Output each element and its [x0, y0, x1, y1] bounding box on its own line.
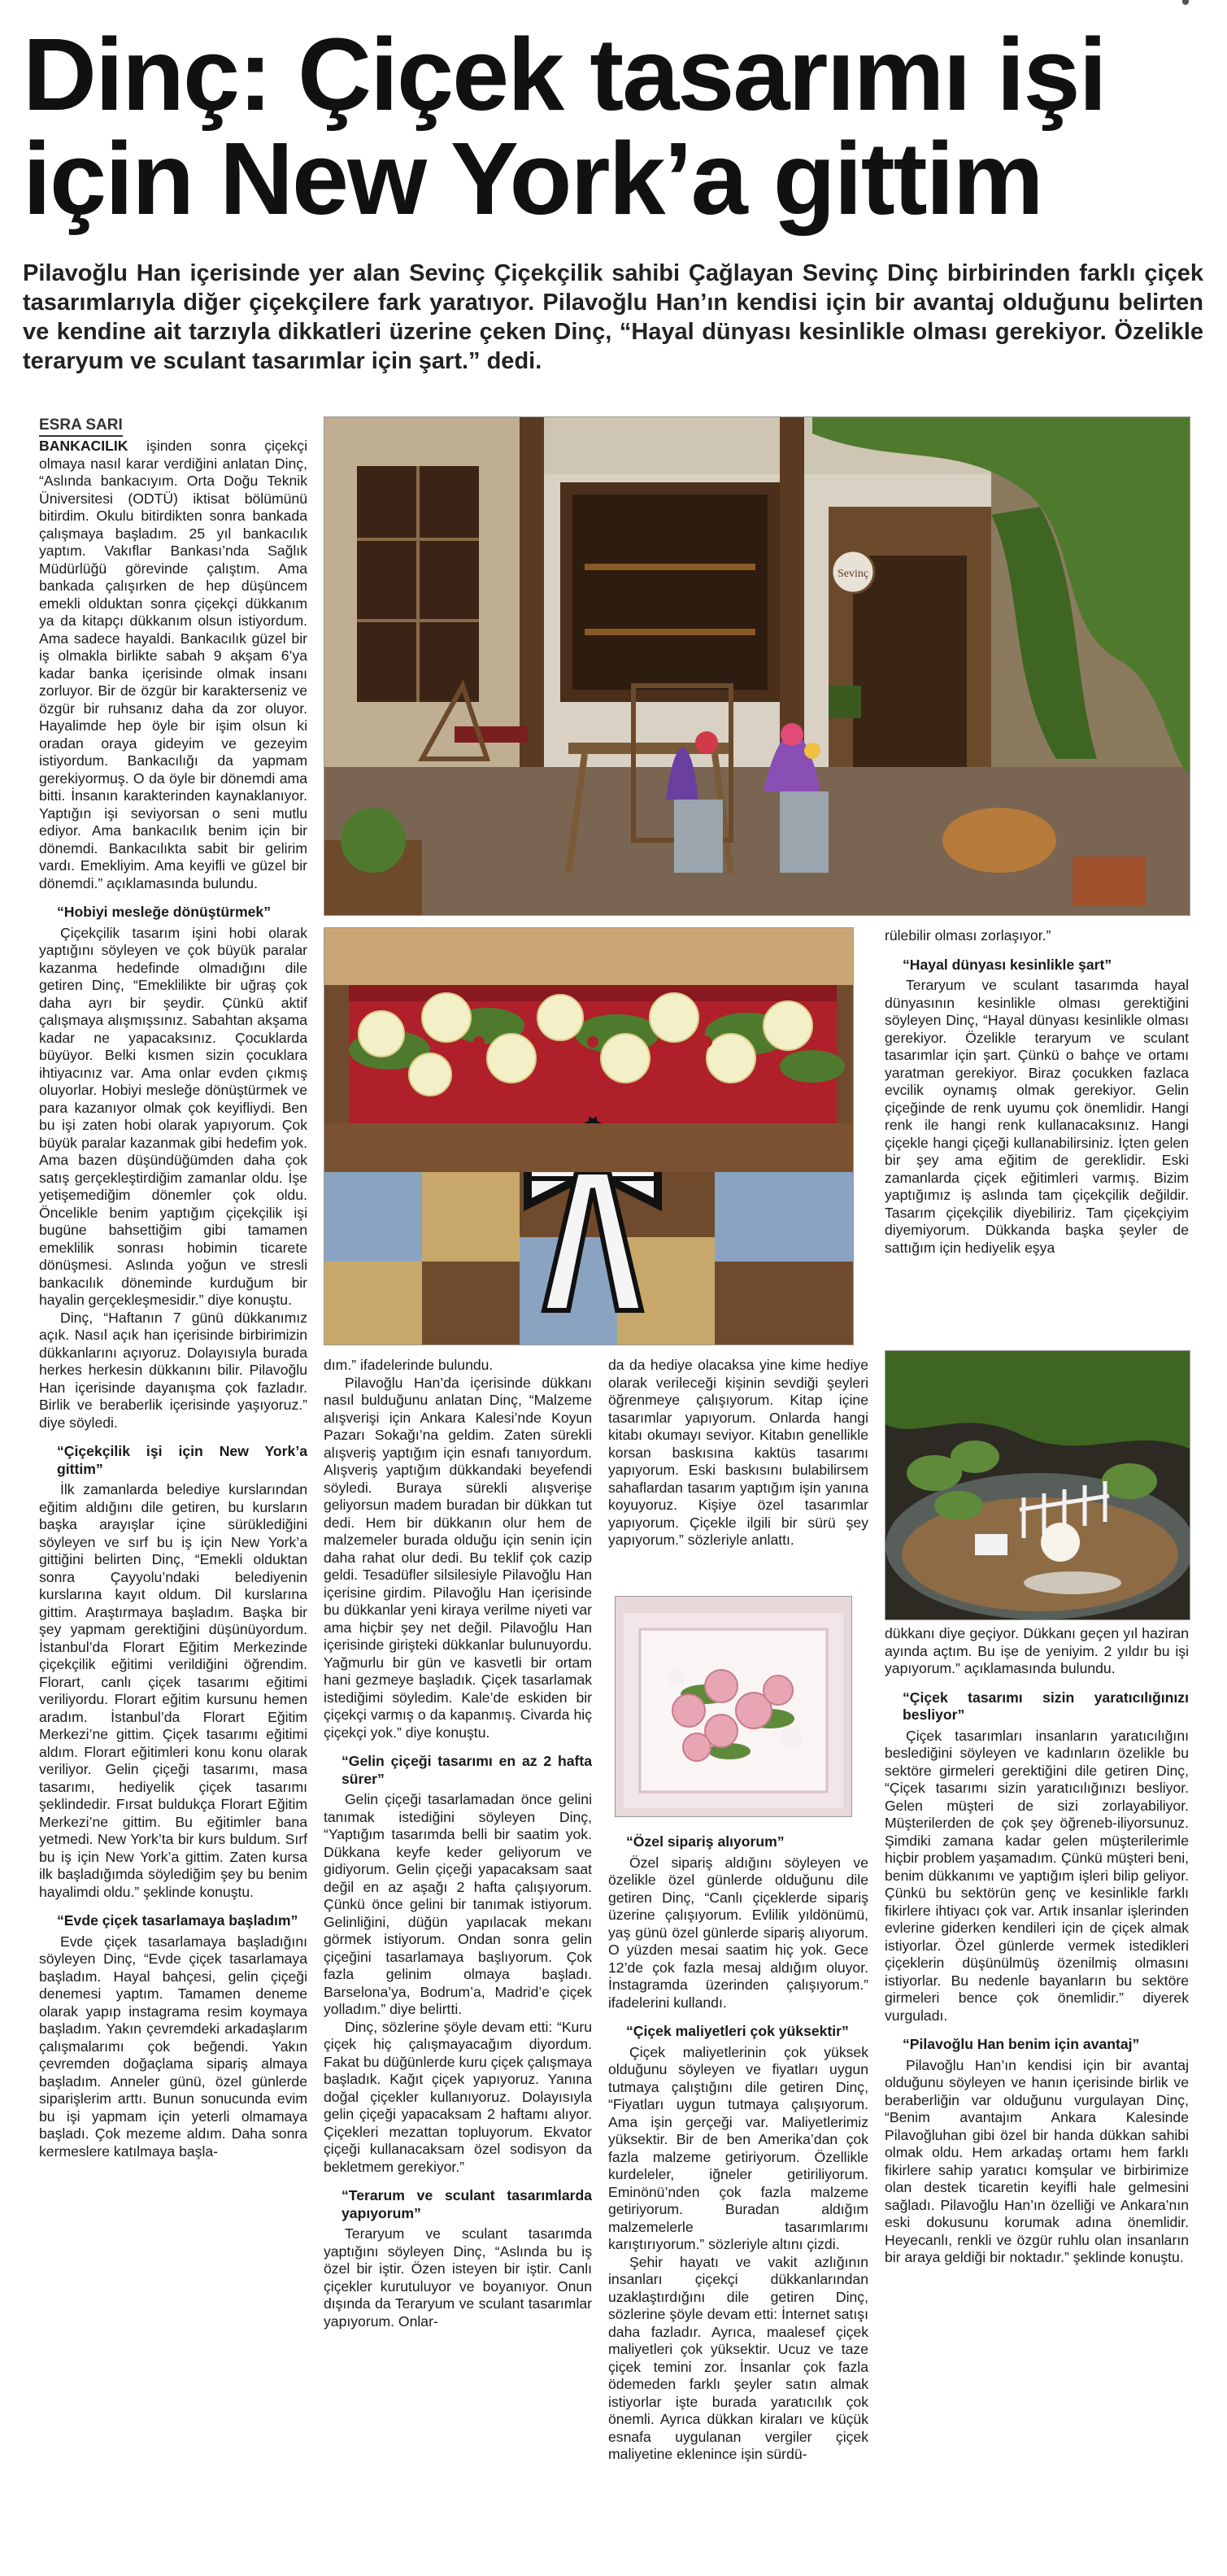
paragraph: Evde çiçek tasarlamaya başladığını söyleyen Dinç, “Evde çiçek tasarlamaya başladım. Hayal bahçesi, gelin çiçeği denemesi yaptım. Tamamen deneme olarak yapıp instagrama resim koymaya başladım. Yakın çevremdeki arkadaşlarım çalışmalarımı çok beğendi. Yakın çevremden doğaçlama sipariş almaya başladım. Anneler günü, özel günlerde siparişlerim arttı. Bunun sonucunda evim bu işi yapmam için yeterli olmamaya başladı. Çok mezeme aldım. Daha sonra kermeslere katılmaya başla- — [39, 1933, 307, 2160]
article-column-1 — [39, 438, 307, 2536]
paragraph: Dinç, sözlerine şöyle devam etti: “Kuru çiçek hiç çalışmayacağım diyordum. Fakat bu düğünlerde kuru çiçek çalışmaya başladık. Kağıt çiçek yapıyoruz. Yanına doğal çiçekler kullanıyoruz. Dolayısıyla gelin çiçeği yapacaksam 2 haftamı alıyor. Çiçekleri mezattan topluyorum. Ekvator çiçeği kullanacaksam özel sodisyon da bekletmem gerekiyor.” — [324, 2018, 592, 2175]
article-column-4-bottom — [885, 1625, 1189, 2536]
subheading: “Terarum ve sculant tasarımlarda yapıyorum” — [342, 2187, 592, 2221]
page-corner-mark — [1182, 0, 1189, 5]
paragraph: Çiçek tasarımları insanların yaratıcılığını beslediğini söyleyen ve kadınların özelikle bu sektöre girmeleri gerektiğini dile getiren Dinç, “Çiçek tasarımı sizin yaratıcılığınızı besliyor. Gelen müşteri de sizi zorlayabiliyor. Müşterilerden de çok şey öğreneb-iliyorsunuz. Şimdiki zamana kadar gelen müşterilerimle hiçbir problem yaşamadım. Çünkü müşteri beni, benim dükkanımı ve yaptığım işleri bilip geliyor. Çünkü bu sektörün genç ve kesinlikle farklı fikirlere ihtiyacı çok var. Artık insanlar işlerinden evlerine giderken kendileri için de çiçek almak istiyorlar. Özel günlerde vermek istedikleri çiçeklerin düşünülmüş özenilmiş olmasını istiyorlar. Bu nedenle bayanların bu sektöre girmeleri bence çok önemlidir.” diyerek vurguladı. — [885, 1727, 1189, 2024]
subheading: “Pilavoğlu Han benim için avantaj” — [903, 2036, 1140, 2052]
subheading: “Evde çiçek tasarlamaya başladım” — [57, 1912, 298, 1929]
paragraph: Pilavoğlu Han’ın kendisi için bir avantaj olduğunu söyleyen ve hanın içerisinde birlik ve beraberliğin var olduğunu vurgulayan Dinç, “Benim avantajım Ankara Kalesinde Pilavoğluhan gibi özel bir handa dükkan sahibi olmak oldu. Hem arkadaş ortamı hem farklı fikirlere sahip yaratıcı komşular ve birbirimize olan destek ticaretin keyifli hale gelmesini sağladı. Pilavoğlu Han’ın özelliği ve Ankara’nın eski dokusunu korumak adına önemlidir. Heyecanlı, renkli ve özgür ruhlu olan insanların bir araya geldiği bir noktadır.” şeklinde konuştu. — [885, 2056, 1189, 2265]
paragraph: Pilavoğlu Han’da içerisinde dükkanı nasıl bulduğunu anlatan Dinç, “Malzeme alışverişi için Ankara Kalesi’nde Koyun Pazarı Sokağı’na geldim. Zaten sürekli alışveriş yaptığım için esnafı tanıyordum. Alışveriş yaptığım dükkandaki beyefendi söyledi. Buraya sürekli alışverişe geliyorsun madem buradan bir dükkan tut dedi. Hem bir dükkanın olur hem de malzemeler burada olduğu için senin için daha rahat olur dedi. Bu teklif çok cazip geldi. Tesadüfler silsilesiyle Pilavoğlu Han içerisine girdim. Pilavoğlu Han içerisinde bu dükkanlar yeni kiraya verilme niyeti var ama hiçbir şey net değil. Pilavoğlu Han içerisinde girişteki dükkanlar bulunuyordu. Yağmurlu bir gün ve kasvetli bir ortam hani gezmeye başladık. Çiçek tasarlamak istediğimi söyledim. Kale’de eskiden bir çiçekçi varmış o da kapanmış. Civarda hiç çiçekçi yok.” diye konuştu. — [324, 1374, 592, 1741]
paragraph: Gelin çiçeği tasarlamadan önce gelini tanımak istediğini söyleyen Dinç, “Yaptığım tasarımda belli bir saatim yok. Dükkana keyfe keder geliyorum ve gidiyorum. Gelin çiçeği yapacaksam saat değil en az aşağı 2 hafta çalışıyorum. Çünkü önce gelini bir tanımak istiyorum. Gelinliğini, düğün yapılacak mekanı görmek istiyorum. Ondan sonra gelin çiçeğini tasarlamaya başlıyorum. Çok fazla gelinim olmaya başladı. Barselona’ya, Bodrum’a, Madrid’e çiçek yolladım.” diye belirtti. — [324, 1791, 592, 2017]
paragraph: Teraryum ve sculant tasarımda yaptığını söyleyen Dinç, “Aslında bu iş özel bir iştir. Özen isteyen bir iştir. Canlı çiçekler kurutuluyor ve boyanıyor. Onun dışında da Teraryum ve sculant tasarımlar yapıyorum. Onlar- — [324, 2225, 592, 2330]
subheading: “Özel sipariş alıyorum” — [626, 1833, 785, 1850]
lead-paragraph: Pilavoğlu Han içerisinde yer alan Sevinç Çiçekçilik sahibi Çağlayan Sevinç Dinç birbirinden farklı çiçek tasarımlarıyla diğer çiçekçilere fark yaratıyor. Pilavoğlu Han’ın kendisi için bir avantaj olduğunu belirten ve kendine ait tarzıyla dikkatleri üzerine çeken Dinç, “Hayal dünyası kesinlikle olması gerekiyor. Özelikle teraryum ve sculant tasarımlar için şart.” dedi. — [23, 260, 1203, 374]
subheading: “Gelin çiçeği tasarımı en az 2 hafta sürer” — [342, 1753, 592, 1787]
article-column-2 — [324, 1357, 592, 2536]
headline: Dinç: Çiçek tasarımı işi için New York’a gittim — [23, 17, 1106, 236]
article-column-4-top — [885, 927, 1189, 1350]
pink-roses-box-photo — [615, 1596, 852, 1817]
paragraph: BANKACILIK işinden sonra çiçekçi olmaya nasıl karar verdiğini anlatan Dinç, “Aslında bankacıyım. Orta Doğu Teknik Üniversitesi (ODTÜ) iktisat bölümünü bitirdim. Okulu bitirdikten sonra bankada çalışmaya başladım. 25 yıl bankacılık yaptım. Vakıflar Bankası’nda Sağlık Müdürlüğü görevinde çalıştım. Ama bankada çalışırken de hep düşüncem emekli olduktan sonra çiçekçi dükkanım ya da kitapçı dükkanım olsun istiyordum. Ama sadece hayaldi. Bankacılık güzel bir iş olmakla birlikte sabah 9 akşam 6’ya kadar banka içerisinde olmak insanı zorluyor. Bir de özgür bir karakterseniz ve özgür bir ruhsanız daha da zor oluyor. Hayalimde hep öyle bir işim olsun ki oradan oraya gideyim ve gezeyim istiyordum. Bankacılığı da yapmam gerekiyormuş. O da öyle bir dönemdi ama bitti. İnsanın karakterinden kaynaklanıyor. Yaptığın işi seviyorsan o seni mutlu ediyor. Ama bankacılık benim için bir dönemdi. Bankacılıkta sabit bir gelirim vardı. Emekliyim. Ama keyifli ve güzel bir dönemdi.” açıklamasında bulundu. — [39, 438, 307, 891]
subheading: “Çiçek maliyetleri çok yüksektir” — [626, 2023, 849, 2039]
byline: ESRA SARI — [39, 416, 123, 437]
article-column-3-bottom — [608, 1822, 868, 2538]
paragraph: Şehir hayatı ve vakit azlığının insanları çiçekçi dükkanlarından uzaklaştırdığını dile getiren Dinç, sözlerine şöyle devam etti: İnternet satışı daha fazladır. Ayrıca, maalesef çiçek maliyetleri çok yüksektir. Ucuz ve taze çiçek temini zor. İnsanlar çok fazla ödemeden farklı şeyler satın almak istiyorlar işte burada yaratıcılık çok önemli. Ayrıca dükkan kiraları ve küçük esnafa uygulanan vergiler çiçek maliyetine eklenince işin sürdü- — [608, 2253, 868, 2462]
subheading: “Çiçekçilik işi için New York’a gittim” — [57, 1443, 307, 1477]
subheading: “Hobiyi mesleğe dönüştürmek” — [57, 904, 271, 920]
article-column-3-top — [608, 1357, 868, 1593]
paragraph: rülebilir olması zorlaşıyor.” — [885, 927, 1051, 944]
terrarium-photo — [885, 1350, 1190, 1620]
shopfront-photo — [324, 416, 1190, 916]
roses-box-photo — [324, 927, 854, 1345]
paragraph: İlk zamanlarda belediye kurslarından eğitim aldığını dile getiren, bu kursların başka arayışlar içine sürüklediğini söyleyen ve sırf bu iş için New York’a gittiğini belirten Dinç, “Emekli olduktan sonra Çayyolu’ndaki belediyenin kurslarına kayıt oldum. Dil kurslarına gittim. Araştırmaya başladım. Başka bir şey yapmam gerektiğini düşünüyordum. İstanbul’da Florart Eğitim Merkezinde çiçekçilik eğitimi verildiğini öğrendim. Florart, canlı çiçek tasarımı eğitimi veriliyordu. Florart eğitim kursunu hemen aradım. İstanbul’da Florart Eğitim Merkezi’ne gittim. Çiçek tasarımı eğitimi aldım. Florart eğitimleri konu konu olarak veriliyor. Gelin çiçeği tasarımı, masa tasarımı, hediyelik çiçek tasarımı şeklindedir. Fırsat buldukça Florart Eğitim Merkezi’ne gittim. Bu eğitimler bana yetmedi. New York’ta bir kurs buldum. Sırf bu iş için New York’a gittim. Zaten kursa ilk başladığımda söylediğim şey bu benim hayalimdi oldu.” şeklinde konuştu. — [39, 1481, 307, 1900]
drop-lead-word: BANKACILIK — [39, 438, 128, 454]
subheading: “Hayal dünyası kesinlikle şart” — [903, 956, 1112, 973]
paragraph: Çiçek maliyetlerinin çok yüksek olduğunu söyleyen ve fiyatları uygun tutmaya çalıştığını dile getiren Dinç, “Fiyatları uygun tutmaya çalışıyorum. Ama işin gerçeği var. Maliyetlerimiz yüksektir. Bir de ben Amerika’dan çok fazla malzeme getiriyorum. Özellikle kurdeleler, iğneler getiriliyorum. Eminönü’nden çok fazla malzeme getiriyorum. Buradan aldığım malzemelerle tasarımlarımı karıştırıyorum.” sözleriyle altını çizdi. — [608, 2043, 868, 2252]
paragraph: Çiçekçilik tasarım işini hobi olarak yaptığını söyleyen ve çok büyük paralar kazanma hedefinde olmadığını dile getiren Dinç, “Emeklilikte bir uğraş çok daha ayrı bir şeydir. Çünkü aktif çalışmaya alışmışsınız. Sabahtan akşama kadar ne yapacaksınız. Çocuklarda büyüyor. Belki kısmen sizin çocuklara ihtiyacınız var. Ama onlar evden çıkmış oluyorlar. Hobiyi mesleğe dönüştürmek ve para kazanıyor olmak çok keyifliydi. Ben bu işi zaten hobi olarak yapıyorum. Çok büyük paralar kazanmak gibi hedefim yok. Ama bazen düşündüğümden daha çok satış gerçekleştirdiğim zamanlar oldu. İşe yetişemediğim dönemler çok oldu. Öncelikle benim yaptığım çiçekçilik işi bugüne bahsettiğim gibi tamamen emeklilik sonrası hobimin ticarete dönüşmesi. Aslında yoğun ve stresli bankacılık döneminde kurduğum bir hayalin gerçekleşmesidir.” diye konuştu. — [39, 924, 307, 1308]
paragraph: Dinç, “Haftanın 7 günü dükkanımız açık. Nasıl açık han içerisinde birbirimizin dükkanlarını açıyoruz. Dolayısıyla burada herkes herkesin dükkanını bilir. Pilavoğlu Han içerisinde dayanışma çok fazladır. Birlik ve beraberlik içerisinde yaşıyoruz.” diye söyledi. — [39, 1309, 307, 1431]
subheading: “Çiçek tasarımı sizin yaratıcılığınızı besliyor” — [903, 1689, 1189, 1723]
paragraph: da da hediye olacaksa yine kime hediye olarak verileceği kişinin sevdiği şeyleri öğrenmeye çalışıyorum. Kitap içine tasarımlar yapıyorum. Onlarda hangi kitabı okumayı seviyor. Kitabın genellikle korsan baskısına kaktüs tasarımı yapıyorum. Eski baskısını bulabilirsem sahaflardan tasarım yaptığım işin yanına koyuyoruz. Kişiye özel tasarımlar yapıyorum. Çiçekle ilgili bir sürü şey yapıyorum.” sözleriyle anlattı. — [608, 1357, 868, 1548]
paragraph: dım.” ifadelerinde bulundu. — [324, 1357, 494, 1373]
paragraph: dükkanı diye geçiyor. Dükkanı geçen yıl haziran ayında açtım. Bu işe de yeniyim. 2 yıldır bu işi yapıyorum.” açıklamasında bulundu. — [885, 1625, 1189, 1676]
shop-sign-text: Sevinç — [837, 568, 869, 580]
paragraph: Teraryum ve sculant tasarımda hayal dünyasının kesinlikle olması gerektiğini söyleyen Dinç, “Hayal dünyası kesinlikle olması gerekiyor. Özelikle teraryum ve sculant tasarımlar için şart. Çünkü o bahçe ve ortamı yaratman gerekiyor. Biraz çocukken fazlaca evcilik oynamış olmak gerekiyor. Gelin çiçeğinde de renk uyumu çok önemlidir. Hangi renk ile hangi renk kullanacaksınız. Hangi çiçekle hangi çiçeği kullanabilirsiniz. İçten gelen bir şey ama eğitim de gereklidir. Eski zamanlarda çiçek eğitimleri varmış. Bizim yaptığımız iş aslında tam çiçekçilik değildir. Tasarım çiçekçilik diyebiliriz. Tam çiçekçiyim diyemiyorum. Dükkanda başka şeyler de sattığım için hediyelik eşya — [885, 977, 1189, 1256]
paragraph: Özel sipariş aldığını söyleyen ve özelikle özel günlerde olduğunu dile getiren Dinç, “Canlı çiçeklerde sipariş üzerine çalışıyorum. Evlilik yıldönümü, yaş günü özel günlerde sipariş alıyorum. O yüzden mesai saatim hiç yok. Gece 12’de çok fazla mesaj aldığım oluyor. İnstagramda üzerinden çalışıyorum.” ifadelerini kullandı. — [608, 1854, 868, 2011]
